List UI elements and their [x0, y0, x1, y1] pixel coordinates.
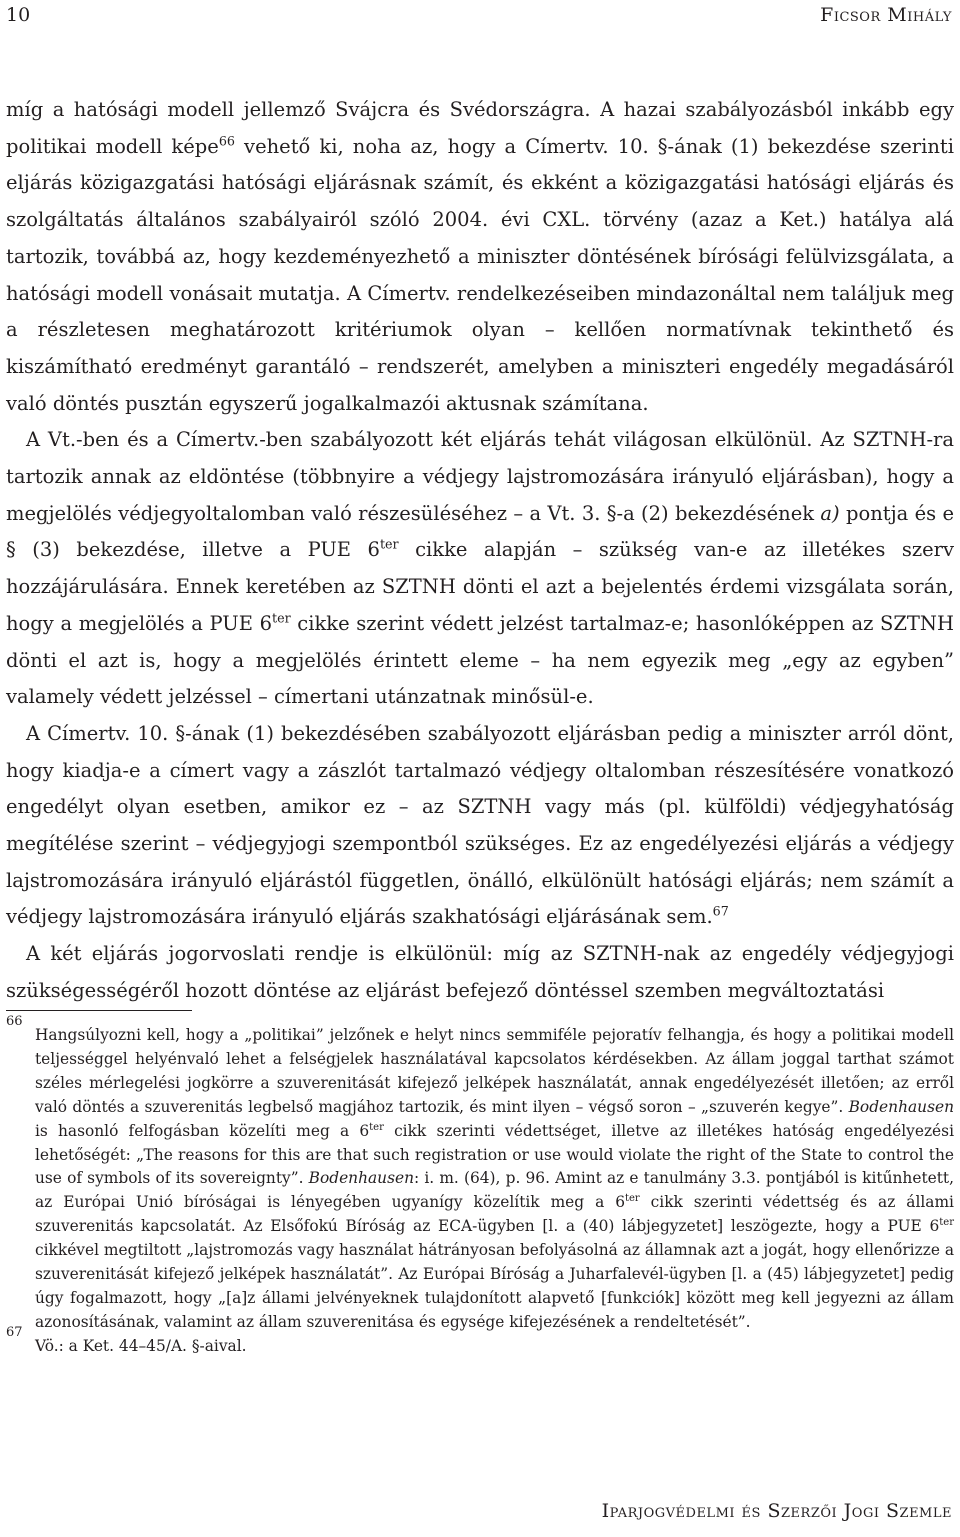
- paragraph-4: A két eljárás jogorvoslati rendje is elkülönül: míg az SZTNH-nak az engedély védjegyjogi szükségességéről hozott döntése az eljárást befejező döntéssel szemben megváltoztatási: [6, 942, 954, 1002]
- paragraph-2: A Vt.-ben és a Címertv.-ben szabályozott két eljárás tehát világosan elkülönül. Az SZTNH-ra tartozik annak az eldöntése (többnyire a védjegy lajstromozására irányuló eljárásban), hogy a megjelölés védjegyoltalomban való részesüléséhez – a Vt. 3. §-a (2) bekezdésének a) pontja és e § (3) bekezdése, illetve a PUE $6^{ter}$ cikke alapján – szükség van-e az illetékes szerv hozzájárulására. Ennek keretében az SZTNH dönti el azt a bejelentés érdemi vizsgálata során, hogy a megjelölés a PUE $6^{ter}$ cikke szerint védett jelzést tartalmaz-e; hasonlóképpen az SZTNH dönti el azt is, hogy a megjelölés érintett eleme – ha nem egyezik meg „egy az egyben” valamely védett jelzéssel – címertani utánzatnak minősül-e.: [6, 428, 954, 709]
- footnote-67: 67 Vö.: a Ket. 44–45/A. §-aival.: [6, 1324, 247, 1355]
- footnote-ref-66[interactable]: 66: [218, 133, 235, 149]
- paragraph-1: míg a hatósági modell jellemző Svájcra és Svédországra. A hazai szabályozásból inkább egy politikai modell képe$^{66}$ vehető ki, noha az, hogy a Címertv. 10. §-ának (1) bekezdése szerinti eljárás közigazgatási hatósági eljárásnak számít, és ekként a közigazgatási hatósági eljárás és szolgáltatás általános szabályairól szóló 2004. évi CXL. törvény (azaz a Ket.) hatálya alá tartozik, továbbá az, hogy kezdeményezhető a miniszter döntésének bírósági felülvizsgálata, a hatósági modell vonásait mutatja. A Címertv. rendelkezéseiben mindazonáltal nem találjuk meg a részletesen meghatározott kritériumok olyan – kellően normatívnak tekinthető és kiszámítható eredményt garantáló – rendszerét, amelyben a miniszteri engedély megadásáról való döntés pusztán egyszerű jogalkalmazói aktusnak számítana.: [6, 98, 954, 415]
- body-text: [6, 92, 954, 1010]
- footnote-ref-67[interactable]: 67: [712, 903, 729, 919]
- footnote-number: 66: [6, 1014, 23, 1029]
- footnotes: [6, 1014, 954, 1359]
- footnote-number: 67: [6, 1324, 23, 1340]
- running-head-author: Ficsor Mihály: [820, 4, 952, 26]
- paragraph-3: A Címertv. 10. §-ának (1) bekezdésében szabályozott eljárásban pedig a miniszter arról dönt, hogy kiadja-e a címert vagy a zászlót tartalmazó védjegy oltalomban részesítésére vonatkozó engedélyt olyan esetben, amikor ez – az SZTNH vagy más (pl. külföldi) védjegyhatóság megítélése szerint – védjegyjogi szempontból szükséges. Ez az engedélyezési eljárás a védjegy lajstromozására irányuló eljárástól független, önálló, elkülönült hatósági eljárás; nem számít a védjegy lajstromozására irányuló eljárás szakhatósági eljárásának sem.$^{67}$: [6, 721, 954, 929]
- footnote-separator: [6, 1010, 192, 1011]
- page-number: 10: [6, 4, 31, 26]
- footnote-66: 66 Hangsúlyozni kell, hogy a „politikai” jelzőnek e helyt nincs semmiféle pejoratív felhangja, és hogy a politikai modell teljességgel helyénvaló lehet a felségjelek használatával kapcsolatos kérdésekben. Az állam joggal tarthat számot széles mérlegelési jogkörre a szuverenitását kifejező jelképek használatát, annak engedélyezését illetően; az erről való döntés a szuverenitás legbelső magjához tartozik, és mint ilyen – végső soron – „szuverén kegye”. Bodenhausen is hasonló felfogásban közelíti meg a $6^{ter}$ cikk szerinti védettséget, illetve az illetékes hatóság engedélyezési lehetőségét: „The reasons for this are that such registration or use would violate the right of the State to control the use of symbols of its sovereignty”. Bodenhausen: i. m. (64), p. 96. Amint az e tanulmány 3.3. pontjából is kitűnhetett, az Európai Unió bíróságai is lényegében ugyanígy közelítik meg a $6^{ter}$ cikk szerinti védettség és az állami szuverenitás kapcsolatát. Az Elsőfokú Bíróság az ECA-ügyben [l. a (40) lábjegyzetet] leszögezte, hogy a PUE $6^{ter}$ cikkével megtiltott „lajstromozás vagy használat hátrányosan befolyásolná az államnak azt a jogát, hogy ellenőrizze a szuverenitását kifejező jelképek használatát”. Az Európai Bíróság a Juharfalevél-ügyben [l. a (45) lábjegyzetet] pedig úgy fogalmazott, hogy „[a]z állami jelvényeknek tulajdonított alapvető [funkciók] között meg kell jegyezni az állam azonosításának, valamint az állam szuverenitása és egysége kifejezésének a rendeltetését”.: [6, 1014, 954, 1331]
- page-header: [0, 0, 960, 34]
- journal-footer: Iparjogvédelmi és Szerzői Jogi Szemle: [601, 1500, 952, 1522]
